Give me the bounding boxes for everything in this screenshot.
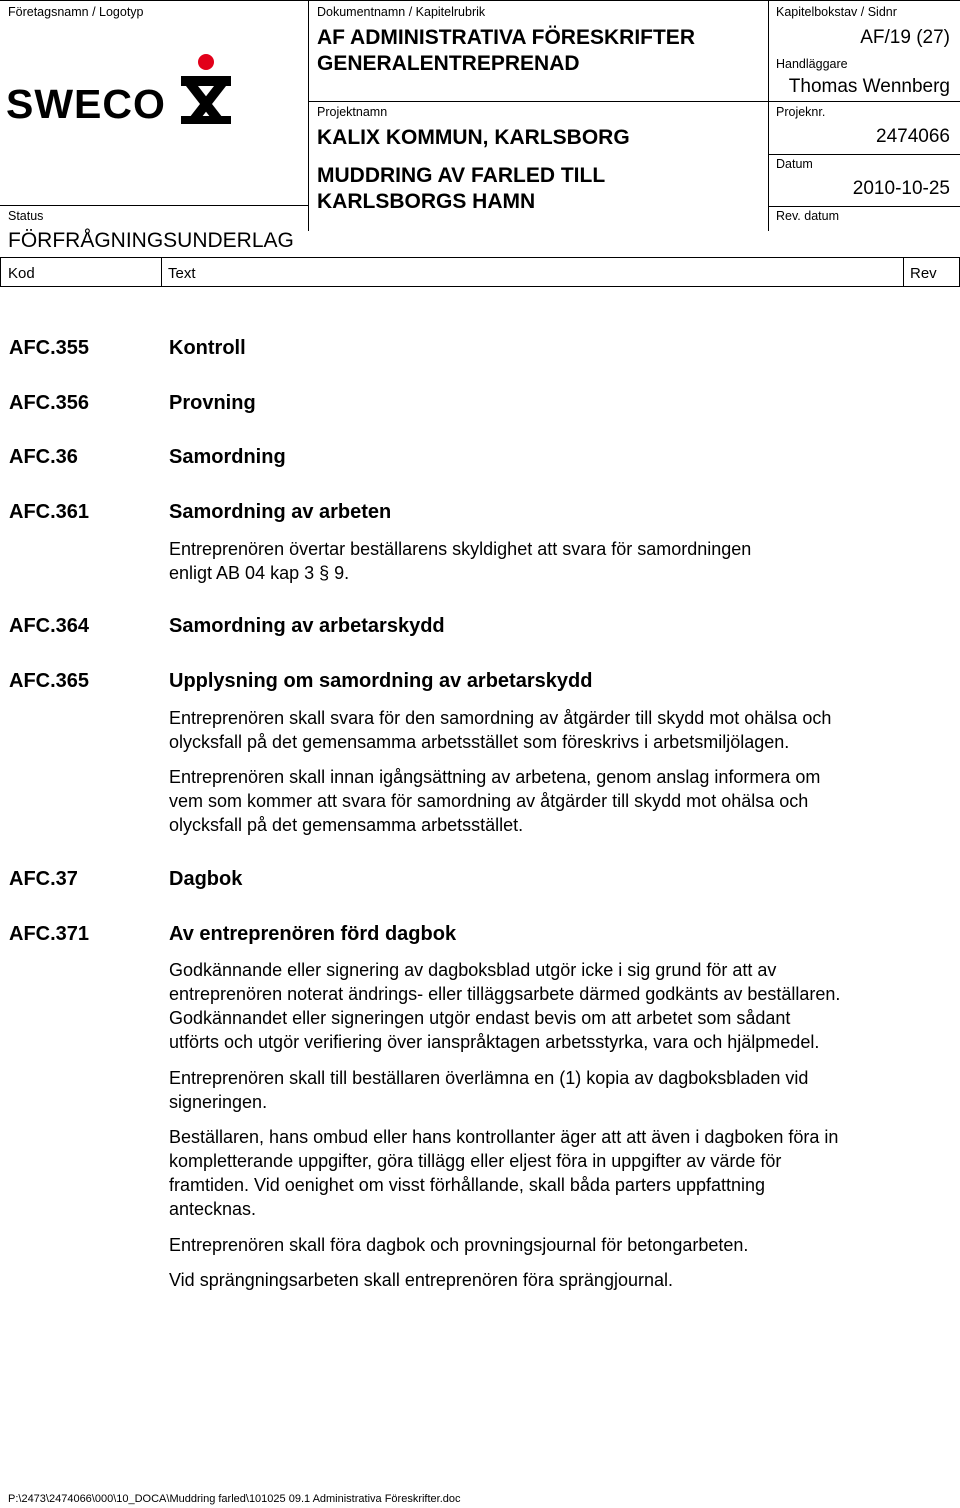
heading-av-entreprenoren-ford-dagbok: Av entreprenören förd dagbok — [169, 923, 457, 945]
heading-samordning-av-arbetarskydd: Samordning av arbetarskydd — [169, 615, 445, 637]
paragraph-line: Entreprenören skall innan igångsättning av arbetena, genom anslag informera om — [169, 767, 821, 787]
code-afc36: AFC.36 — [9, 446, 78, 468]
code-afc364: AFC.364 — [9, 615, 90, 637]
paragraph-line: Beställaren, hans ombud eller hans kontrollanter äger att att även i dagboken föra in — [169, 1127, 839, 1147]
company-label: Företagsnamn / Logotyp — [8, 5, 144, 19]
revdate-label: Rev. datum — [776, 209, 839, 223]
paragraph-line: antecknas. — [169, 1199, 257, 1219]
col-rev: Rev — [910, 265, 937, 282]
status-label: Status — [8, 209, 44, 223]
code-afc371: AFC.371 — [9, 923, 90, 945]
paragraph-afc371-d — [169, 1233, 949, 1257]
sweco-logo-text: SWECO — [6, 81, 166, 127]
paragraph-afc371-a — [169, 958, 949, 1054]
project-name-2: MUDDRING AV FARLED TILL — [317, 164, 606, 187]
handler-label: Handläggare — [776, 57, 848, 71]
paragraph-afc361 — [169, 537, 949, 585]
project-label: Projektnamn — [317, 105, 388, 119]
sweco-logo-icon — [178, 52, 234, 126]
paragraph-line: Entreprenören skall till beställaren överlämna en (1) kopia av dagboksbladen vid — [169, 1068, 809, 1088]
paragraph-afc365-a — [169, 706, 949, 754]
code-afc356: AFC.356 — [9, 392, 90, 414]
doc-title-1: AF ADMINISTRATIVA FÖRESKRIFTER — [317, 26, 695, 49]
projnr-value: 2474066 — [876, 126, 950, 147]
projnr-label: Projeknr. — [776, 105, 826, 119]
paragraph-line: entreprenören noterat ändrings- eller tilläggsarbete därmed godkänts av beställaren. — [169, 984, 841, 1004]
paragraph-line: vem som kommer att svara för samordning av åtgärder till skydd mot ohälsa och — [169, 791, 809, 811]
paragraph-line: Entreprenören skall svara för den samordning av åtgärder till skydd mot ohälsa och — [169, 708, 832, 728]
code-afc365: AFC.365 — [9, 670, 90, 692]
paragraph-line: Godkännande eller signering av dagboksblad utgör icke i sig grund för att av — [169, 960, 777, 980]
col-kod: Kod — [8, 265, 35, 282]
header-line-projnr — [768, 154, 960, 155]
paragraph-line: Vid sprängningsarbeten skall entreprenören föra sprängjournal. — [169, 1270, 673, 1290]
header-border-top — [0, 0, 960, 1]
chapter-value: AF/19 (27) — [860, 27, 950, 48]
chapter-label: Kapitelbokstav / Sidnr — [776, 5, 897, 19]
heading-samordning-av-arbeten: Samordning av arbeten — [169, 501, 392, 523]
footer-file-path: P:\2473\2474066\000\10_DOCA\Muddring farled\101025 09.1 Administrativa Föreskrifter.doc — [8, 1493, 461, 1505]
paragraph-afc371-e — [169, 1268, 949, 1292]
status-value: FÖRFRÅGNINGSUNDERLAG — [8, 229, 294, 252]
header-line-status — [0, 205, 308, 206]
date-label: Datum — [776, 157, 813, 171]
project-name-1: KALIX KOMMUN, KARLSBORG — [317, 126, 630, 149]
paragraph-line: Godkännandet eller signeringen utgör endast bevis om att arbetet som sådant — [169, 1008, 791, 1028]
header-divider-right — [768, 0, 769, 231]
header-line-project — [308, 101, 768, 102]
header-border-bottom — [0, 286, 960, 287]
paragraph-line: utförts och utgör verifiering över ianspråktagen arbetsstyrka, vara och hjälpmedel. — [169, 1032, 820, 1052]
col-text: Text — [168, 265, 196, 282]
paragraph-line: Entreprenören skall föra dagbok och provningsjournal för betongarbeten. — [169, 1235, 749, 1255]
code-afc37: AFC.37 — [9, 868, 78, 890]
heading-upplysning: Upplysning om samordning av arbetarskydd — [169, 670, 593, 692]
code-afc355: AFC.355 — [9, 337, 90, 359]
paragraph-afc365-b — [169, 765, 949, 837]
header-line-date — [768, 206, 960, 207]
paragraph-afc371-c — [169, 1125, 949, 1221]
heading-provning: Provning — [169, 392, 256, 414]
header-line-handler — [768, 101, 960, 102]
paragraph-line: framtiden. Vid oenighet om visst förhållande, skall båda parters uppfattning — [169, 1175, 766, 1195]
col-line-kod — [161, 257, 162, 287]
header-line-columns — [0, 257, 960, 258]
paragraph-line: Entreprenören övertar beställarens skyldighet att svara för samordningen — [169, 539, 752, 559]
doc-label: Dokumentnamn / Kapitelrubrik — [317, 5, 486, 19]
code-afc361: AFC.361 — [9, 501, 90, 523]
heading-samordning: Samordning — [169, 446, 286, 468]
paragraph-line: olycksfall på det gemensamma arbetsstället som föreskrivs i arbetsmiljölagen. — [169, 732, 790, 752]
date-value: 2010-10-25 — [852, 178, 950, 199]
heading-dagbok: Dagbok — [169, 868, 243, 890]
heading-kontroll: Kontroll — [169, 337, 246, 359]
paragraph-line: enligt AB 04 kap 3 § 9. — [169, 563, 350, 583]
paragraph-line: kompletterande uppgifter, göra tillägg eller eljest föra in uppgifter av värde för — [169, 1151, 782, 1171]
paragraph-line: olycksfall på det gemensamma arbetsstället. — [169, 815, 524, 835]
paragraph-line: signeringen. — [169, 1092, 268, 1112]
handler-value: Thomas Wennberg — [788, 76, 950, 97]
doc-title-2: GENERALENTREPRENAD — [317, 52, 580, 75]
header-divider-logo — [308, 0, 309, 231]
col-line-rev — [903, 257, 904, 287]
paragraph-afc371-b — [169, 1066, 949, 1114]
col-line-left — [0, 257, 1, 287]
project-name-3: KARLSBORGS HAMN — [317, 190, 536, 213]
